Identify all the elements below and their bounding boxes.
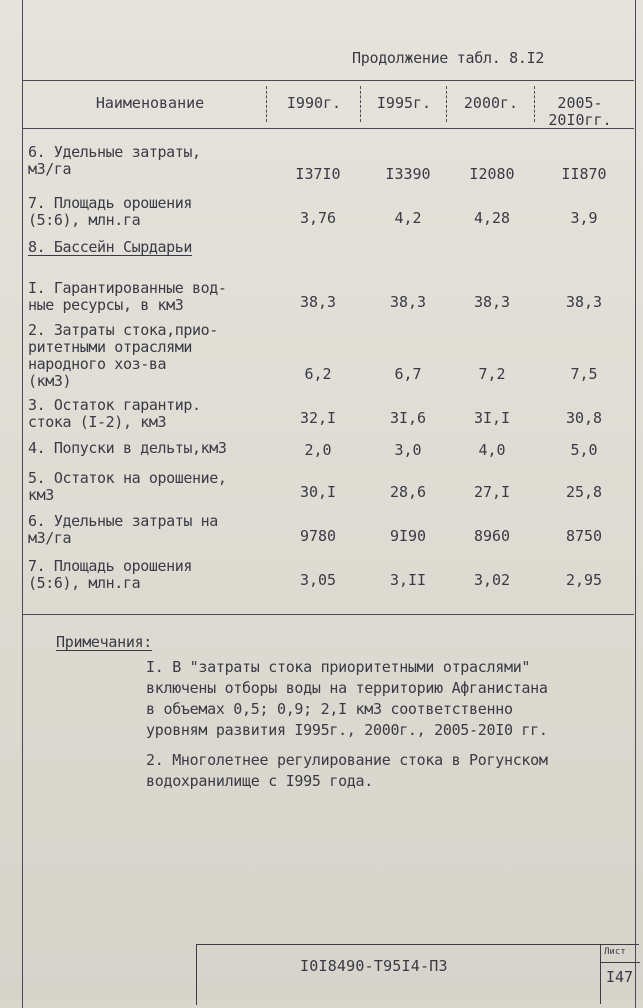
table-cell: 7,2 bbox=[478, 365, 506, 383]
table-cell: 4,2 bbox=[394, 209, 422, 227]
table-continuation-caption: Продолжение табл. 8.I2 bbox=[352, 49, 545, 67]
table-row-label: 3. Остаток гарантир. стока (I-2), км3 bbox=[28, 396, 201, 431]
table-cell: II870 bbox=[561, 165, 607, 183]
sheet-divider bbox=[600, 962, 640, 963]
table-cell: 38,3 bbox=[565, 293, 603, 311]
table-cell: 6,2 bbox=[304, 365, 332, 383]
table-cell: I37I0 bbox=[295, 165, 341, 183]
table-cell: 3I,6 bbox=[389, 409, 427, 427]
table-cell: 9I90 bbox=[389, 527, 427, 545]
table-cell: 9780 bbox=[299, 527, 337, 545]
table-row-label: 2. Затраты стока,прио- ритетными отраслями народного хоз-ва (км3) bbox=[28, 321, 218, 390]
title-block-divider bbox=[600, 944, 601, 1004]
table-row-label: 7. Площадь орошения (5:6), млн.га bbox=[28, 557, 192, 592]
table-cell: 38,3 bbox=[389, 293, 427, 311]
table-cell: 32,I bbox=[299, 409, 337, 427]
table-bottom-rule bbox=[22, 614, 634, 615]
table-row-label: 5. Остаток на орошение, км3 bbox=[28, 469, 227, 504]
table-cell: 4,28 bbox=[473, 209, 511, 227]
table-cell: 27,I bbox=[473, 483, 511, 501]
table-cell: 6,7 bbox=[394, 365, 422, 383]
table-cell: 38,3 bbox=[299, 293, 337, 311]
table-cell: 4,0 bbox=[478, 441, 506, 459]
table-cell: 30,I bbox=[299, 483, 337, 501]
table-cell: 3,76 bbox=[299, 209, 337, 227]
table-cell: 3,0 bbox=[394, 441, 422, 459]
column-divider bbox=[534, 86, 535, 122]
column-header-2005-line1: 2005- bbox=[557, 94, 603, 112]
table-row-label: 6. Удельные затраты на м3/га bbox=[28, 512, 218, 547]
table-row-label: I. Гарантированные вод- ные ресурсы, в км3 bbox=[28, 279, 227, 314]
section-heading: 8. Бассейн Сырдарьи bbox=[28, 238, 192, 256]
note-item: I. В "затраты стока приоритетными отраслями" включены отборы воды на территорию Афганистана в объемах 0,5; 0,9; 2,I км3 соответственно уровням развития I995г., 2000г., 2005-20I0 гг. bbox=[146, 658, 548, 739]
table-cell: 3I,I bbox=[473, 409, 511, 427]
note-item: 2. Многолетнее регулирование стока в Рогунском водохранилище с I995 года. bbox=[146, 751, 548, 790]
table-row-label: 7. Площадь орошения (5:6), млн.га bbox=[28, 194, 192, 229]
table-cell: 3,02 bbox=[473, 571, 511, 589]
column-header-2000: 2000г. bbox=[463, 94, 519, 112]
column-header-1995: I995г. bbox=[376, 94, 432, 112]
table-cell: 3,05 bbox=[299, 571, 337, 589]
sheet-number: I47 bbox=[606, 968, 634, 986]
table-cell: 5,0 bbox=[570, 441, 598, 459]
table-cell: 2,95 bbox=[565, 571, 603, 589]
table-cell: I3390 bbox=[385, 165, 431, 183]
sheet-label: Лист bbox=[604, 947, 626, 957]
table-cell: 25,8 bbox=[565, 483, 603, 501]
table-cell: I2080 bbox=[469, 165, 515, 183]
column-divider bbox=[266, 86, 267, 122]
table-cell: 8750 bbox=[565, 527, 603, 545]
column-header-2005-line2: 20I0гг. bbox=[548, 111, 612, 129]
table-cell: 3,II bbox=[389, 571, 427, 589]
table-top-rule bbox=[22, 80, 634, 81]
table-cell: 28,6 bbox=[389, 483, 427, 501]
column-divider bbox=[446, 86, 447, 122]
document-code: I0I8490-Т95I4-ПЗ bbox=[300, 957, 448, 975]
table-cell: 38,3 bbox=[473, 293, 511, 311]
table-cell: 8960 bbox=[473, 527, 511, 545]
column-divider bbox=[360, 86, 361, 122]
table-cell: 2,0 bbox=[304, 441, 332, 459]
table-cell: 7,5 bbox=[570, 365, 598, 383]
notes-title: Примечания: bbox=[56, 633, 153, 651]
column-header-name: Наименование bbox=[95, 94, 205, 112]
column-header-1990: I990г. bbox=[286, 94, 342, 112]
table-row-label: 6. Удельные затраты, м3/га bbox=[28, 143, 201, 178]
table-row-label: 4. Попуски в дельты,км3 bbox=[28, 439, 227, 457]
table-cell: 30,8 bbox=[565, 409, 603, 427]
column-header-2005-2010 bbox=[540, 95, 620, 129]
table-cell: 3,9 bbox=[570, 209, 598, 227]
